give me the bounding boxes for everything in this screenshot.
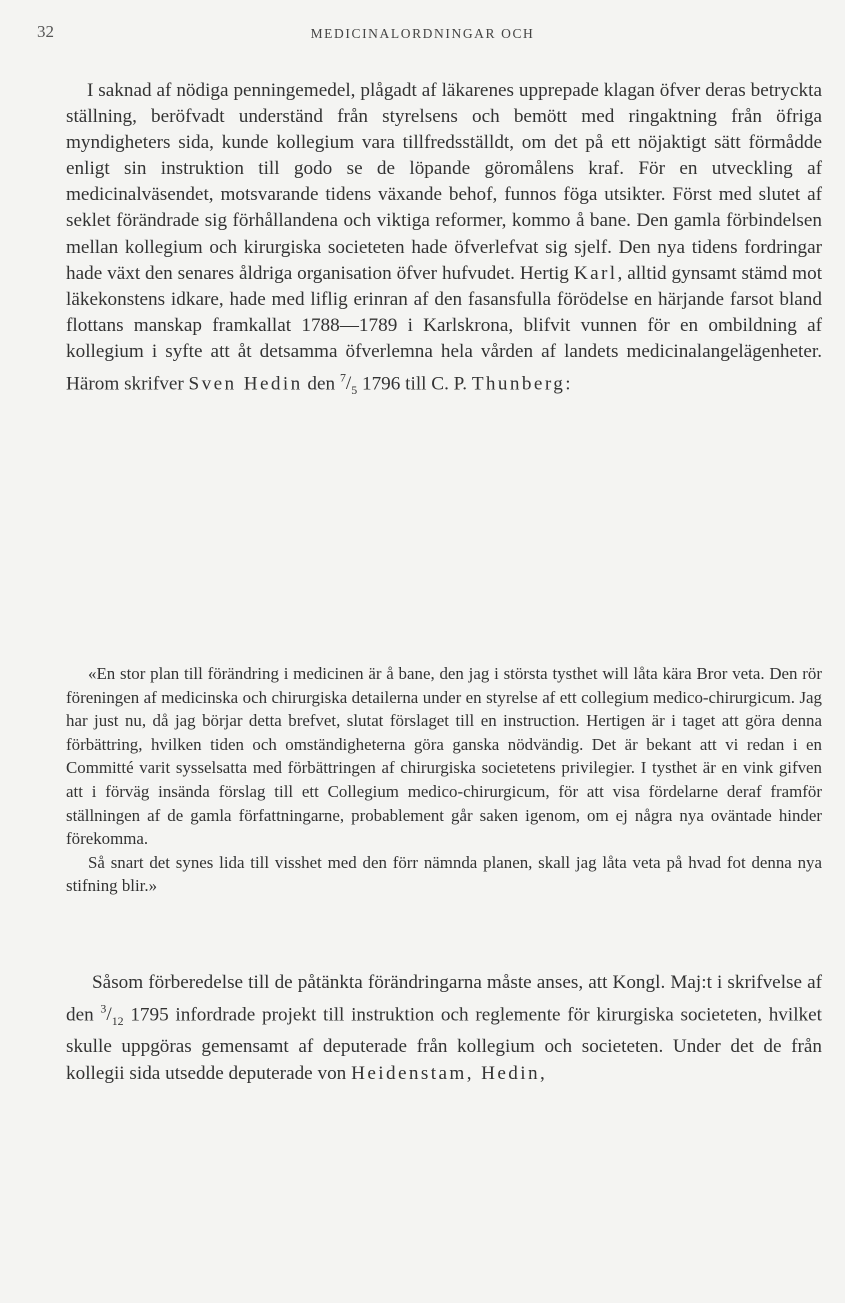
person-name-karl: Karl: [573, 262, 618, 284]
quote-paragraph-2: Så snart det synes lida till visshet med den förr nämnda planen, skall jag låta veta på hvad fot denna nya stifning blir.»: [66, 852, 822, 896]
paragraph-text: 1796 till C. P.: [361, 373, 468, 395]
quote-paragraph-1: «En stor plan till förändring i medicinen är å bane, den jag i största tysthet will låta kära Bror veta. Den rör föreningen af medicinska och chirurgiska detailerna under en styrelse af ett collegium medico-chirurgicum. Jag har just nu, då jag börjar detta brefvet, slutat förslaget till en instruction. Hertigen är i taget att göra denna förbättring, hvilken tiden och omständigheterna göra ganska nödvändig. Det är bekant att vi redan i en Committé varit sysselsatta med förbättringen af chirurgiska societetens privilegier. I tysthet är en vink gifven att i förväg insända förslag till ett Collegium medico-chirurgicum, för att visa fördelarne deraf framför ställningen af de gamla författningarne, probablement går saken igenom, om ej några nya oväntade hinder förekomma.: [66, 664, 822, 849]
person-names: Heidenstam, Hedin,: [351, 1062, 548, 1084]
running-head: MEDICINALORDNINGAR OCH: [310, 26, 535, 41]
date-fraction: $^3/_{12}$: [100, 1002, 124, 1029]
person-name-thunberg: Thunberg: [471, 373, 566, 395]
paragraph-text: I saknad af nödiga penningemedel, plågadt af läkarenes upprepade klagan öfver deras betryckta ställning, beröfvadt underständ från styrelsens och bemött med ringaktning från öfriga myndigheters sida, kunde kollegium vara tillfredsställdt, om det på ett nöjaktigt sätt förmådde enligt sin instruktion till godo se de löpande göromålens kraf. För en utveckling af medicinalväsendet, motsvarande tidens växande behof, funnos föga utsikter. Först med slutet af seklet förändrade sig förhållandena och viktiga reformer, kommo å bane. Den gamla förbindelsen mellan kollegium och kirurgiska societeten hade öfverlefvat sig sjelf. Den nya tidens fordringar hade växt den senares åldriga organisation öfver hufvudet.: [66, 80, 822, 284]
paragraph-text: den: [307, 373, 336, 395]
body-paragraph-1: [66, 78, 822, 403]
date-fraction: $^7/_5$: [339, 371, 358, 398]
paragraph-text: , alltid gynsamt stämd mot läkekonstens idkare, hade med liflig erinran af den fasansfulla förödelse en härjande farsot bland flottans manskap framkallat 1788—1789 i Karlskrona, blifvit vunnen för en ombildning af kollegium i syfte att åt detsamma öfverlemna hela vården af landets medicinalangelägenheter. Härom skrifver: [66, 262, 823, 395]
person-name-sven-hedin: Sven Hedin: [188, 373, 303, 395]
paragraph-text: Såsom förberedelse till de påtänkta förändringarna måste anses, att Kongl. Maj:t i skrifvelse af den: [66, 972, 822, 1026]
paragraph-text: 1795 infordrade projekt till instruktion och reglemente för kirurgiska societeten, hvilket skulle uppgöras gemensamt af deputerade från kollegium och societeten. Under det de från kollegii sida utsedde deputerade von: [66, 1004, 822, 1084]
page-number: 32: [37, 22, 54, 41]
block-quote: [66, 662, 822, 898]
date-denominator: 5: [351, 383, 358, 398]
date-numerator: 7: [339, 371, 346, 386]
date-numerator: 3: [100, 1002, 107, 1017]
paragraph-text: :: [565, 373, 571, 395]
body-paragraph-2: [66, 970, 822, 1087]
paragraph-text: Hertig: [519, 262, 569, 284]
date-denominator: 12: [111, 1014, 124, 1029]
